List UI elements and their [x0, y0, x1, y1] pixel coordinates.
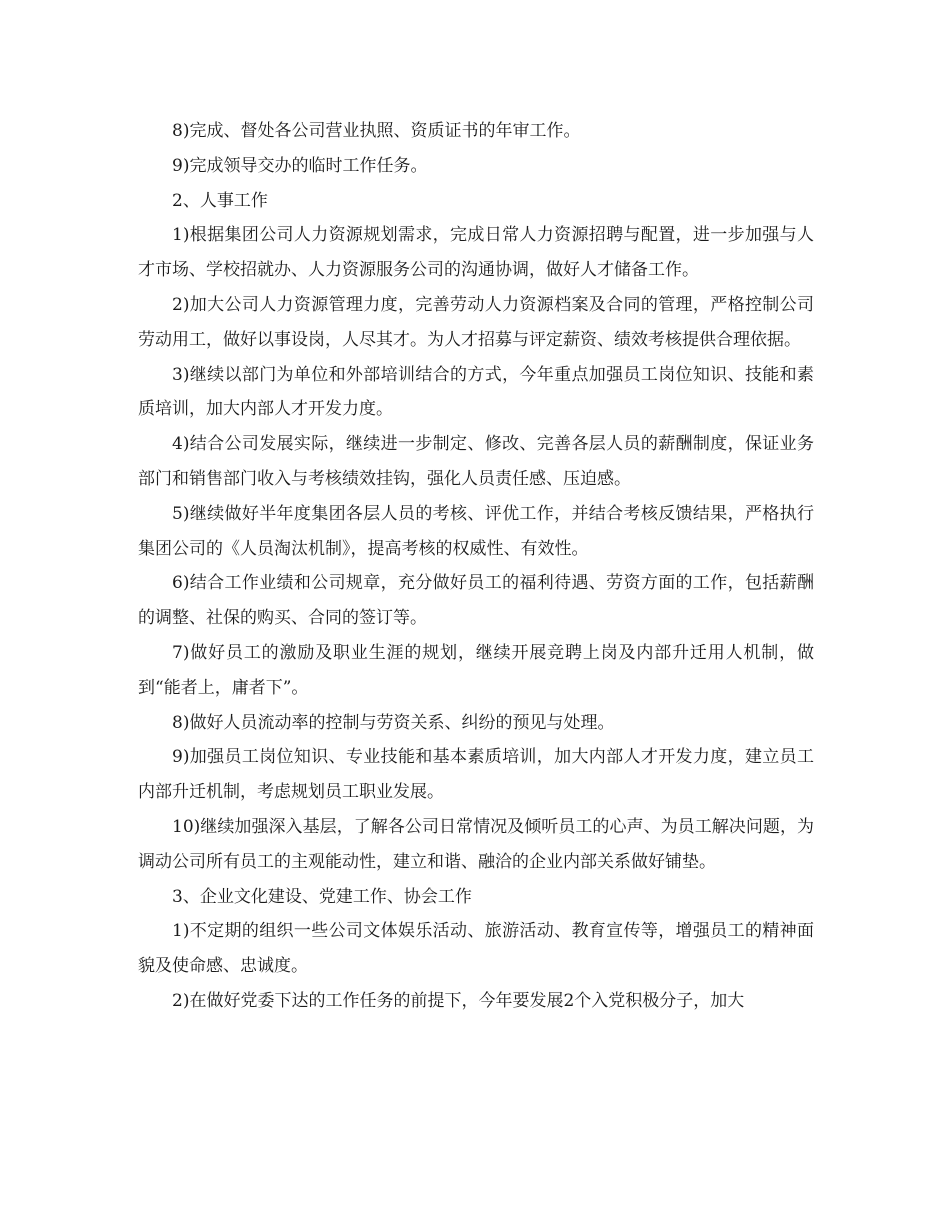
paragraph-personnel-10: 10)继续加强深入基层，了解各公司日常情况及倾听员工的心声、为员工解决问题，为调动公司所有员工的主观能动性，建立和谐、融洽的企业内部关系做好铺垫。: [138, 816, 814, 872]
paragraph-personnel-2: 2)加大公司人力资源管理力度，完善劳动人力资源档案及合同的管理，严格控制公司劳动用工，做好以事设岗，人尽其才。为人才招募与评定薪资、绩效考核提供合理依据。: [138, 294, 814, 350]
paragraph-personnel-6: 6)结合工作业绩和公司规章，充分做好员工的福利待遇、劳资方面的工作，包括薪酬的调整、社保的购买、合同的签订等。: [138, 573, 814, 629]
section-heading-culture: 3、企业文化建设、党建工作、协会工作: [172, 886, 472, 907]
paragraph-item-8: 8)完成、督处各公司营业执照、资质证书的年审工作。: [172, 121, 581, 141]
paragraph-culture-2: 2)在做好党委下达的工作任务的前提下，今年要发展2个入党积极分子，加大: [172, 990, 745, 1011]
paragraph-personnel-3: 3)继续以部门为单位和外部培训结合的方式，今年重点加强员工岗位知识、技能和素质培训，加大内部人才开发力度。: [138, 364, 814, 420]
paragraph-personnel-9: 9)加强员工岗位知识、专业技能和基本素质培训，加大内部人才开发力度，建立员工内部升迁机制，考虑规划员工职业发展。: [138, 747, 814, 803]
paragraph-personnel-7: 7)做好员工的激励及职业生涯的规划，继续开展竞聘上岗及内部升迁用人机制，做到“能者上，庸者下”。: [138, 642, 814, 698]
section-heading-personnel: 2、人事工作: [172, 190, 268, 211]
paragraph-culture-1: 1)不定期的组织一些公司文体娱乐活动、旅游活动、教育宣传等，增强员工的精神面貌及使命感、忠诚度。: [138, 921, 814, 977]
paragraph-personnel-8: 8)做好人员流动率的控制与劳资关系、纠纷的预见与处理。: [172, 712, 615, 733]
document-body: [138, 114, 814, 1019]
paragraph-personnel-1: 1)根据集团公司人力资源规划需求，完成日常人力资源招聘与配置，进一步加强与人才市场、学校招就办、人力资源服务公司的沟通协调，做好人才储备工作。: [138, 225, 814, 281]
paragraph-personnel-5: 5)继续做好半年度集团各层人员的考核、评优工作，并结合考核反馈结果，严格执行集团公司的《人员淘汰机制》，提高考核的权威性、有效性。: [138, 503, 814, 559]
paragraph-item-9: 9)完成领导交办的临时工作任务。: [172, 155, 428, 176]
paragraph-personnel-4: 4)结合公司发展实际，继续进一步制定、修改、完善各层人员的薪酬制度，保证业务部门和销售部门收入与考核绩效挂钩，强化人员责任感、压迫感。: [138, 434, 814, 489]
